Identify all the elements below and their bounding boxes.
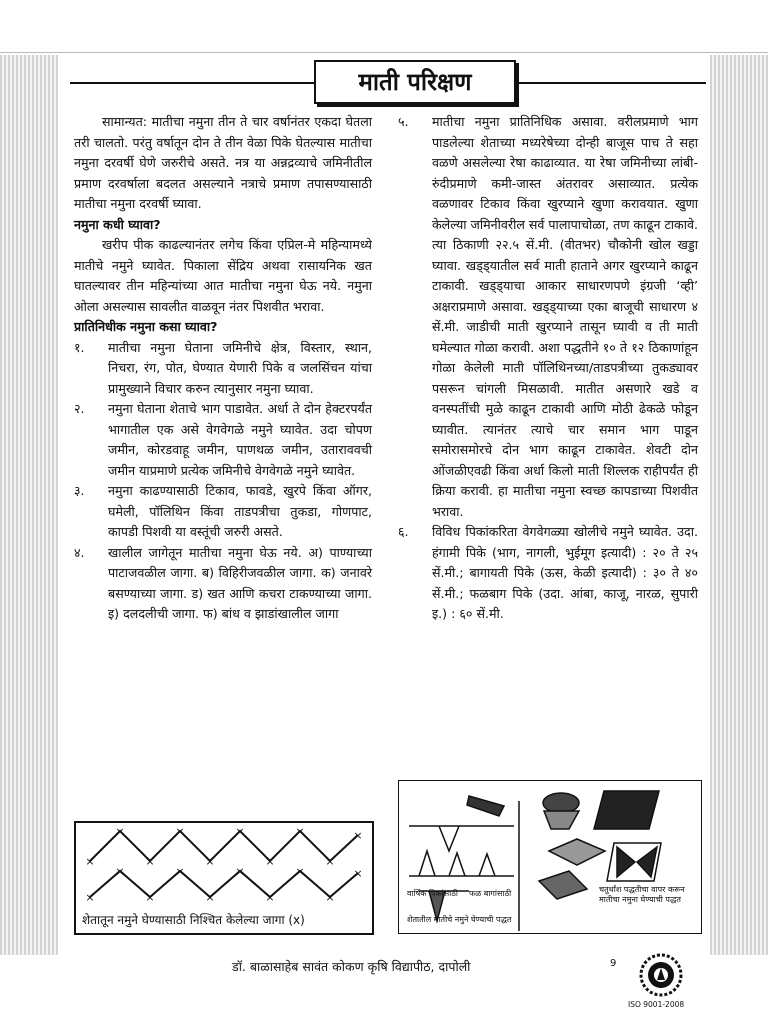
svg-text:×: × bbox=[175, 825, 185, 838]
svg-text:×: × bbox=[353, 829, 363, 842]
list-item bbox=[398, 522, 698, 625]
when-paragraph: खरीप पीक काढल्यानंतर लगेच किंवा एप्रिल-मे महिन्यामध्ये मातीचे नमुने घ्यावेत. पिकाला सेंद्रिय अथवा रासायनिक खत घातल्यावर तीन महिन्यांच्या आत मातीचा नमुना घेऊ नये. नमुना ओला असल्यास सावलीत वाळवून नंतर पिशवीत भरावा. bbox=[74, 237, 372, 314]
field-sampling-label: शेतातील मातीचे नमुने घेण्याची पद्धत bbox=[407, 915, 512, 924]
list-item-text: नमुना काढण्यासाठी टिकाव, फावडे, खुरपे किंवा ऑगर, घमेली, पॉलिथिन किंवा ताडपत्रीचा तुकडा, गोणपाट, कापडी पिशवी या वस्तूंची जरुरी असते. bbox=[108, 483, 372, 539]
svg-text:×: × bbox=[205, 891, 215, 904]
list-item-text: मातीचा नमुना घेताना जमिनीचे क्षेत्र, विस्तार, स्थान, निचरा, रंग, पोत, घेण्यात येणारी पिके व जलसिंचन यांचा प्रामुख्याने विचार करुन त्यानुसार नमुना घ्यावा. bbox=[108, 339, 372, 396]
university-logo-icon bbox=[636, 950, 686, 1000]
sampling-method-illustration bbox=[399, 781, 701, 933]
page-title: माती परिक्षण bbox=[314, 60, 516, 104]
list-item bbox=[74, 543, 372, 625]
svg-text:×: × bbox=[115, 825, 125, 838]
svg-text:×: × bbox=[325, 855, 335, 868]
list-item-text: नमुना घेताना शेताचे भाग पाडावेत. अर्धा ते दोन हेक्टरपर्यंत भागातील एक असे वेगवेगळे नमुने घ्यावेत. उदा चोपण जमीन, कोरडवाहू जमीन, पाणथळ जमीन, उताराववची जमीन याप्रमाणे प्रत्येक जमिनीचे वेगवेगळे नमुने घ्यावेत. bbox=[108, 401, 372, 478]
svg-text:×: × bbox=[295, 865, 305, 878]
svg-text:×: × bbox=[175, 865, 185, 878]
list-item-text: खालील जागेतून मातीचा नमुना घेऊ नये. अ) पाण्याच्या पाटाजवळील जागा. ब) विहिरीजवळील जागा. क) जनावरे बसण्याच्या जागा. ड) खत आणि कचरा टाकण्याच्या जागा. इ) दलदलीची जागा. फ) बांध व झाडांखालील जागा bbox=[108, 544, 372, 621]
top-rule bbox=[0, 52, 768, 53]
figure-caption: शेतातून नमुने घेण्यासाठी निश्चित केलेल्या जागा (x) bbox=[82, 913, 305, 927]
annual-crops-label: वार्षिक पिकांसाठी bbox=[407, 889, 458, 898]
list-item-text: मातीचा नमुना प्रातिनिधिक असावा. वरीलप्रमाणे भाग पाडलेल्या शेताच्या मध्यरेषेच्या दोन्ही बाजूस पाच ते सहा वळणे असलेल्या रेषा काढाव्यात. या रेषा जमिनीच्या लांबी-रुंदीप्रमाणे कमी-जास्त अंतरावर असाव्यात. प्रत्येक वळणावर टिकाव किंवा खुरप्याने खुणा करावयात. खुणा केलेल्या जमिनीवरील सर्व पालापाचोळा, तण काढून टाकावे. त्या ठिकाणी २२.५ सें.मी. (वीतभर) चौकोनी खोल खड्डा घ्यावा. खड्ड्यातील सर्व माती हाताने अगर खुरप्याने काढून टाकावी. खड्ड्याचा आकार साधारणपणे इंग्रजी ‘व्ही’ अक्षराप्रमाणे असावा. खड्ड्याच्या एका बाजूची साधारण ४ सें.मी. जाडीची माती खुरप्याने तासून घ्यावी व ती माती घमेल्यात गोळा करावी. अशा पद्धतीने १० ते १२ ठिकाणांहून गोळा केलेली माती पॉलिथिनच्या/ताडपत्रीच्या तुकड्यावर पसरून चांगली मिसळावी. मातीत असणारे खडे व वनस्पतींची मुळे काढून टाकावी आणि मोठी ढेकळे फोडून घ्यावीत. त्यानंतर त्याचे चार समान भाग पाडून समोरासमोरचे दोन भाग काढून टाकावेत. शेवटी दोन ओंजळीएवढी किंवा अर्धा किलो माती शिल्लक राहीपर्यंत ही क्रिया करावी. हा मातीचा नमुना स्वच्छ कापडाच्या पिशवीत भरावा. bbox=[432, 114, 698, 519]
svg-text:×: × bbox=[235, 825, 245, 838]
right-column bbox=[398, 112, 698, 625]
left-decorative-band bbox=[0, 55, 58, 955]
zigzag-pattern-diagram bbox=[76, 823, 372, 909]
list-item bbox=[74, 338, 372, 400]
list-item bbox=[398, 112, 698, 522]
when-heading: नमुना कधी घ्यावा? bbox=[74, 216, 161, 232]
quartering-method-label: चतुर्थांश पद्धतीचा वापर करून मातीचा नमुना घेण्याची पद्धत bbox=[599, 885, 685, 904]
svg-text:×: × bbox=[145, 891, 155, 904]
footer-university: डॉ. बाळासाहेब सावंत कोकण कृषि विद्यापीठ, दापोली bbox=[232, 959, 471, 974]
svg-text:×: × bbox=[145, 855, 155, 868]
svg-text:×: × bbox=[353, 867, 363, 880]
list-item bbox=[74, 399, 372, 481]
svg-text:×: × bbox=[265, 855, 275, 868]
list-item-number: ४. bbox=[74, 544, 85, 560]
svg-text:×: × bbox=[115, 865, 125, 878]
svg-text:×: × bbox=[85, 855, 95, 868]
svg-text:×: × bbox=[325, 891, 335, 904]
svg-text:×: × bbox=[85, 891, 95, 904]
list-item-number: २. bbox=[74, 401, 85, 416]
intro-paragraph: सामान्यत: मातीचा नमुना तीन ते चार वर्षानंतर एकदा घेतला तरी चालतो. परंतु वर्षातून दोन ते तीन वेळा पिके घेतल्यास मातीचा नमुना दरवर्षी घेणे जरुरीचे असते. नत्र या अन्नद्रव्याचे जमिनीतील प्रमाण दरवर्षाला बदलत असल्याने नत्राचे प्रमाण तपासण्यासाठी मातीचा नमुना दरवर्षी घ्यावा. bbox=[74, 114, 372, 211]
list-item-number: १. bbox=[74, 339, 85, 355]
sampling-method-figure bbox=[398, 780, 702, 934]
list-item-text: विविध पिकांकरिता वेगवेगळ्या खोलीचे नमुने घ्यावेत. उदा. हंगामी पिके (भाग, नागली, भुईमूग इत्यादी) : २० ते २५ सें.मी.; बागायती पिके (ऊस, केळी इत्यादी) : ३० ते ४० सें.मी.; फळबाग पिके (उदा. आंबा, काजू, नारळ, सुपारी इ.) : ६० सें.मी. bbox=[432, 524, 698, 621]
left-column bbox=[74, 112, 372, 625]
list-item-number: ५. bbox=[398, 114, 409, 129]
sampling-pattern-figure bbox=[74, 821, 374, 935]
svg-text:×: × bbox=[265, 891, 275, 904]
page-number: 9 bbox=[610, 958, 617, 969]
iso-certification: ISO 9001-2008 bbox=[628, 1000, 685, 1009]
right-decorative-band bbox=[710, 55, 768, 955]
list-item-number: ६. bbox=[398, 524, 409, 539]
svg-text:×: × bbox=[295, 825, 305, 838]
orchard-label: फळ बागांसाठी bbox=[469, 889, 512, 898]
list-item-number: ३. bbox=[74, 483, 85, 498]
list-item bbox=[74, 481, 372, 543]
title-area bbox=[70, 60, 706, 106]
svg-text:×: × bbox=[235, 865, 245, 878]
svg-text:×: × bbox=[205, 855, 215, 868]
how-heading: प्रातिनिधीक नमुना कसा घ्यावा? bbox=[74, 319, 218, 334]
